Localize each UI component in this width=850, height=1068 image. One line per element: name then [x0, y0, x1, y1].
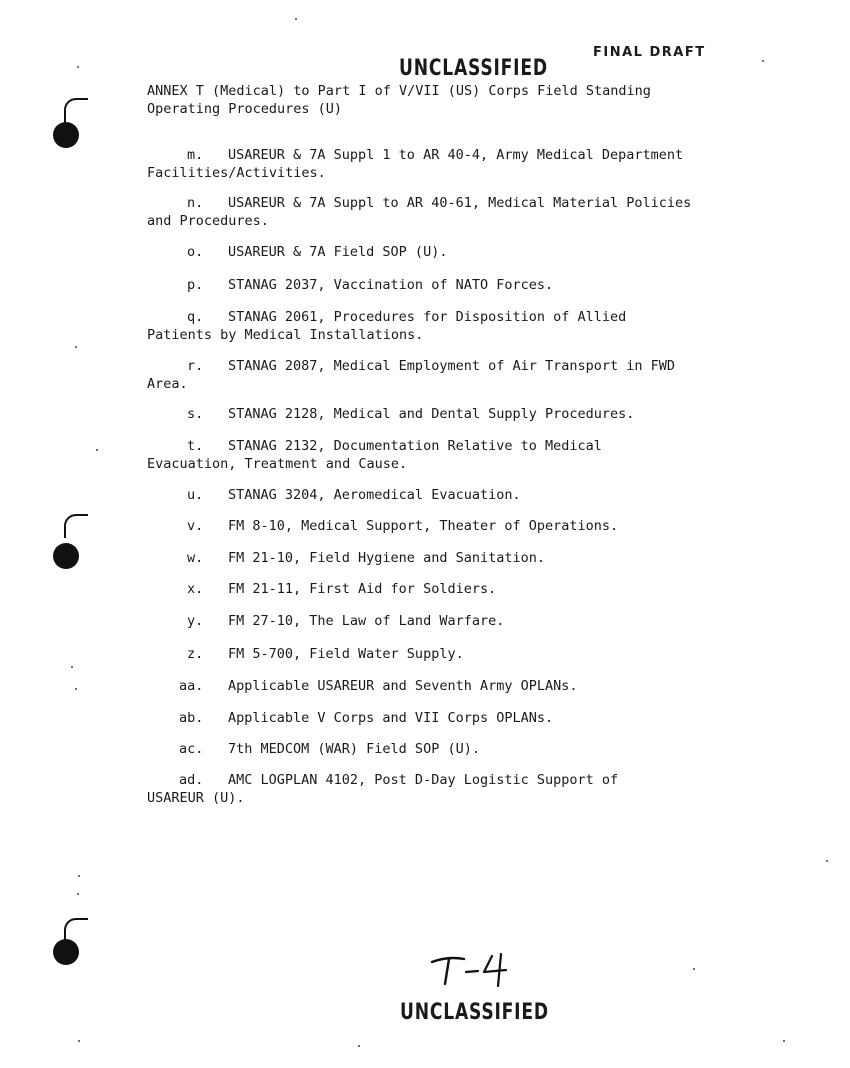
scan-speck [75, 346, 77, 348]
reference-item-y [187, 612, 504, 630]
scan-speck [78, 875, 80, 877]
reference-item-n [147, 194, 692, 230]
reference-text: STANAG 2087, Medical Employment of Air Transport in FWD [228, 358, 676, 374]
reference-text: FM 21-10, Field Hygiene and Sanitation. [228, 550, 545, 566]
header-line-2: Operating Procedures (U) [147, 101, 343, 117]
header-line-1: ANNEX T (Medical) to Part I of V/VII (US) Corps Field Standing [147, 83, 651, 99]
draft-marking: FINAL DRAFT [593, 45, 706, 60]
reference-item-aa [179, 677, 578, 695]
reference-item-p [187, 276, 553, 294]
binder-hole-edge [64, 514, 88, 538]
reference-letter: ab. [179, 710, 204, 726]
reference-letter: q. [187, 309, 204, 325]
scan-speck [358, 1045, 360, 1047]
reference-letter: p. [187, 277, 204, 293]
reference-text: FM 27-10, The Law of Land Warfare. [228, 613, 505, 629]
binder-hole-edge [64, 918, 88, 942]
reference-item-m [147, 146, 684, 182]
reference-text-cont: USAREUR (U). [147, 790, 245, 806]
scan-speck [75, 688, 77, 690]
scan-speck [826, 860, 828, 862]
reference-letter: o. [187, 244, 204, 260]
binder-hole-edge [64, 98, 88, 122]
reference-letter: n. [187, 195, 204, 211]
reference-text: STANAG 2037, Vaccination of NATO Forces. [228, 277, 554, 293]
scan-speck [77, 893, 79, 895]
reference-text: STANAG 3204, Aeromedical Evacuation. [228, 487, 521, 503]
reference-letter: v. [187, 518, 204, 534]
classification-stamp-top: UNCLASSIFIED [399, 56, 548, 81]
binder-hole [53, 939, 79, 965]
page-number-stroke [484, 956, 506, 972]
reference-text-cont: Patients by Medical Installations. [147, 327, 424, 343]
scan-speck [71, 666, 73, 668]
reference-text-cont: and Procedures. [147, 213, 269, 229]
reference-letter: y. [187, 613, 204, 629]
reference-text: STANAG 2132, Documentation Relative to Medical [228, 438, 602, 454]
reference-text: USAREUR & 7A Suppl 1 to AR 40-4, Army Medical Department [228, 147, 684, 163]
reference-item-w [187, 549, 545, 567]
binder-hole [53, 543, 79, 569]
reference-letter: w. [187, 550, 204, 566]
reference-text: USAREUR & 7A Suppl to AR 40-61, Medical Material Policies [228, 195, 692, 211]
reference-text: AMC LOGPLAN 4102, Post D-Day Logistic Support of [228, 772, 619, 788]
reference-item-q [147, 308, 627, 344]
reference-item-x [187, 580, 496, 598]
reference-item-t [147, 437, 602, 473]
scan-speck [295, 18, 297, 20]
reference-letter: s. [187, 406, 204, 422]
reference-text: FM 8-10, Medical Support, Theater of Operations. [228, 518, 619, 534]
reference-letter: z. [187, 646, 204, 662]
reference-letter: ad. [179, 772, 204, 788]
scan-speck [762, 60, 764, 62]
reference-item-o [187, 243, 447, 261]
reference-letter: aa. [179, 678, 204, 694]
page-number-stroke [498, 954, 501, 986]
scan-speck [783, 1040, 785, 1042]
reference-item-ac [179, 740, 480, 758]
binder-hole [53, 122, 79, 148]
classification-stamp-bottom: UNCLASSIFIED [400, 1000, 549, 1025]
reference-item-s [187, 405, 634, 423]
scan-speck [96, 449, 98, 451]
reference-text-cont: Evacuation, Treatment and Cause. [147, 456, 408, 472]
reference-text: STANAG 2128, Medical and Dental Supply Procedures. [228, 406, 635, 422]
reference-text: 7th MEDCOM (WAR) Field SOP (U). [228, 741, 480, 757]
reference-item-r [147, 357, 676, 393]
handwritten-page-number [428, 950, 518, 990]
reference-letter: r. [187, 358, 204, 374]
reference-text: Applicable V Corps and VII Corps OPLANs. [228, 710, 554, 726]
reference-item-v [187, 517, 618, 535]
scan-speck [693, 968, 695, 970]
reference-letter: u. [187, 487, 204, 503]
reference-letter: x. [187, 581, 204, 597]
reference-letter: ac. [179, 741, 204, 757]
annex-header [147, 82, 787, 118]
reference-item-ab [179, 709, 553, 727]
reference-text: Applicable USAREUR and Seventh Army OPLANs. [228, 678, 578, 694]
reference-text: USAREUR & 7A Field SOP (U). [228, 244, 448, 260]
reference-letter: t. [187, 438, 204, 454]
reference-text: FM 5-700, Field Water Supply. [228, 646, 464, 662]
reference-text-cont: Area. [147, 376, 188, 392]
reference-text: FM 21-11, First Aid for Soldiers. [228, 581, 497, 597]
scan-speck [78, 1040, 80, 1042]
reference-item-ad [147, 771, 619, 807]
scan-speck [77, 66, 79, 68]
reference-item-u [187, 486, 521, 504]
reference-letter: m. [187, 147, 204, 163]
reference-text: STANAG 2061, Procedures for Disposition of Allied [228, 309, 627, 325]
page-number-stroke [445, 959, 449, 984]
reference-item-z [187, 645, 464, 663]
page-number-stroke [466, 971, 478, 972]
reference-text-cont: Facilities/Activities. [147, 165, 326, 181]
